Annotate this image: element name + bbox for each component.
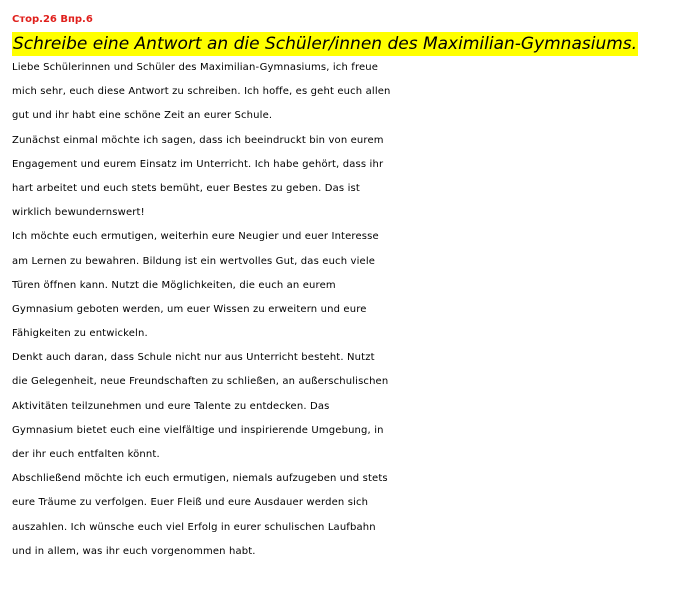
text-line-1: Liebe Schülerinnen und Schüler des Maximilian-Gymnasiums, ich freue <box>12 62 379 73</box>
text-line-16: Gymnasium bietet euch eine vielfältige und inspirierende Umgebung, in <box>12 424 384 436</box>
text-line-6: hart arbeitet und euch stets bemüht, euer Bestes zu geben. Das ist <box>12 182 360 194</box>
task-prompt: Schreibe eine Antwort an die Schüler/innen des Maximilian-Gymnasiums. <box>13 34 638 54</box>
text-line-21: und in allem, was ihr euch vorgenommen habt. <box>12 545 256 557</box>
text-line-5: Engagement und eurem Einsatz im Unterricht. Ich habe gehört, dass ihr <box>12 158 384 170</box>
text-line-13: Denkt auch daran, dass Schule nicht nur aus Unterricht besteht. Nutzt <box>12 352 375 364</box>
text-line-14: die Gelegenheit, neue Freundschaften zu schließen, an außerschulischen <box>12 376 389 388</box>
text-line-15: Aktivitäten teilzunehmen und eure Talente zu entdecken. Das <box>12 400 330 412</box>
text-line-4: Zunächst einmal möchte ich sagen, dass ich beeindruckt bin von eurem <box>12 134 384 146</box>
text-line-2: mich sehr, euch diese Antwort zu schreiben. Ich hoffe, es geht euch allen <box>12 86 391 98</box>
text-line-12: Fähigkeiten zu entwickeln. <box>12 328 148 340</box>
text-line-8: Ich möchte euch ermutigen, weiterhin eure Neugier und euer Interesse <box>12 231 379 243</box>
task-line <box>12 32 687 56</box>
text-line-20: auszahlen. Ich wünsche euch viel Erfolg in eurer schulischen Laufbahn <box>12 521 376 533</box>
text-line-17: der ihr euch entfalten könnt. <box>12 449 160 460</box>
document-page <box>12 8 687 564</box>
text-line-19: eure Träume zu verfolgen. Euer Fleiß und eure Ausdauer werden sich <box>12 497 369 509</box>
text-line-7: wirklich bewundernswert! <box>12 207 145 219</box>
letter-body <box>12 56 687 564</box>
exercise-heading: Стор.26 Впр.6 <box>12 14 93 25</box>
text-line-18: Abschließend möchte ich euch ermutigen, niemals aufzugeben und stets <box>12 473 388 485</box>
text-line-11: Gymnasium geboten werden, um euer Wissen zu erweitern und eure <box>12 303 367 315</box>
text-line-10: Türen öffnen kann. Nutzt die Möglichkeiten, die euch an eurem <box>12 279 336 291</box>
text-line-9: am Lernen zu bewahren. Bildung ist ein wertvolles Gut, das euch viele <box>12 255 376 267</box>
text-line-3: gut und ihr habt eine schöne Zeit an eurer Schule. <box>12 110 273 122</box>
